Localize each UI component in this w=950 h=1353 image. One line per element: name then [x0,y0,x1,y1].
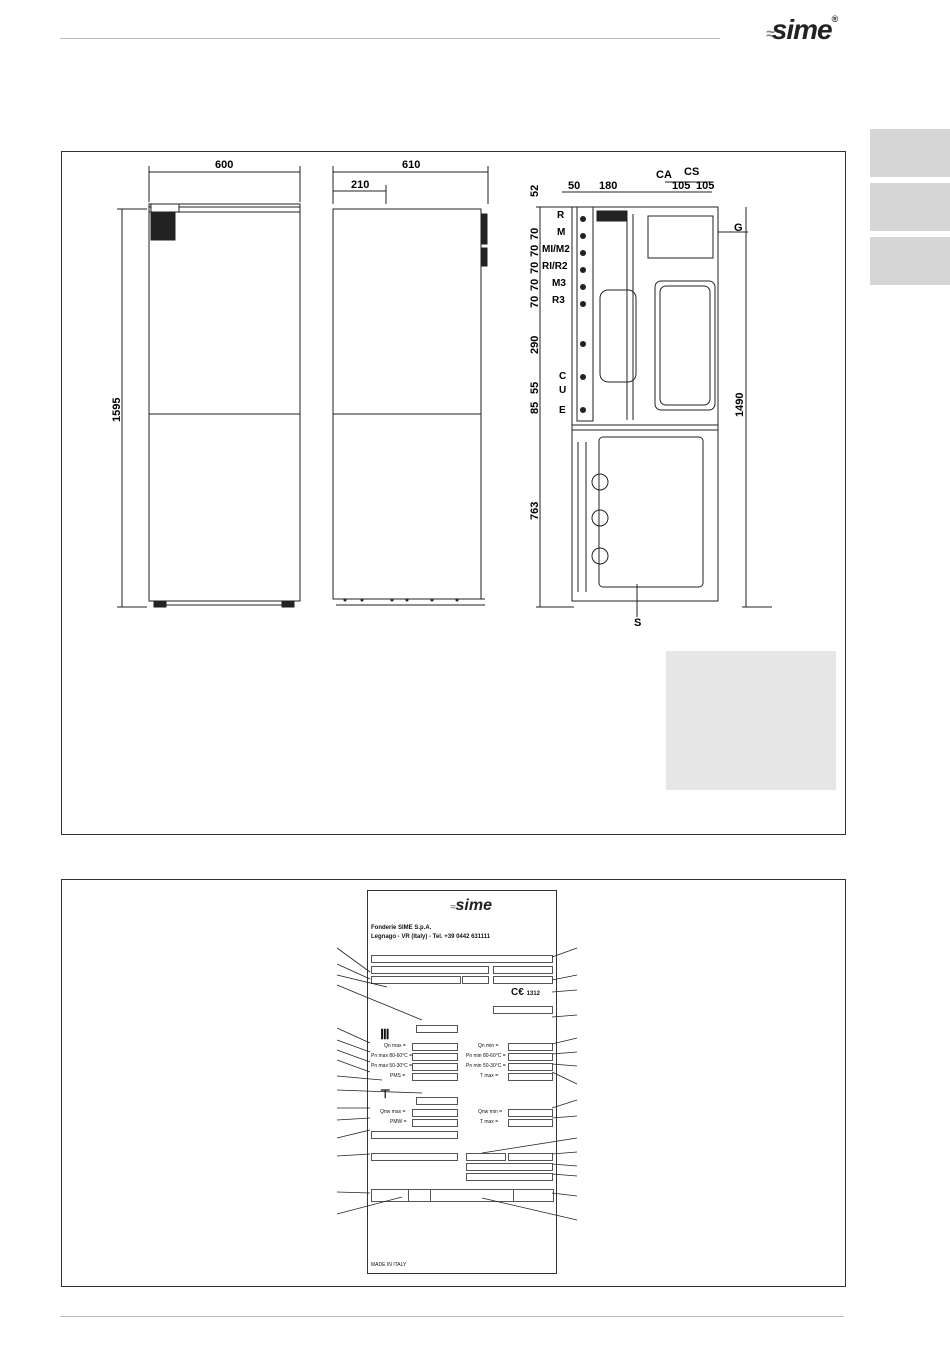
conn-dim-4: 70 [529,261,541,274]
conn-dim-8: 55 [529,381,541,394]
conn-label-mi-m2: MI/M2 [542,244,570,255]
conn-label-c: C [559,371,567,382]
logo-swoosh-icon: ≈ [766,26,774,43]
side-tab-1[interactable] [870,129,950,177]
label-qnw-min: Qnw min = [478,1109,503,1115]
label-pn-max-80: Pn max 80-60°C = [371,1053,413,1059]
data-plate-panel [61,879,846,1287]
label-qn-max: Qn max = [384,1043,406,1049]
conn-dim-5: 70 [529,278,541,291]
header-rule [60,38,720,39]
conn-label-r: R [557,210,565,221]
plate-company: Fonderie SIME S.p.A. [371,925,432,931]
top-label-ca: CA [656,169,672,181]
label-g: G [734,222,743,234]
label-qnw-max: Qnw max = [380,1109,406,1115]
front-width-label: 600 [215,159,234,171]
label-t-max: T max = [480,1073,499,1079]
plate-footer: MADE IN ITALY [371,1262,407,1268]
conn-dim-3: 70 [529,244,541,257]
plate-logo-swoosh-icon: ≈ [450,902,456,913]
height-total-label: 1595 [111,397,123,422]
conn-label-e: E [559,405,566,416]
dimension-drawing-panel [61,151,846,835]
conn-dim-7: 290 [529,335,541,354]
conn-dim-1: 52 [529,184,541,197]
label-pn-min-50: Pn min 50-30°C = [466,1063,506,1069]
label-dhw-t-max: T max = [480,1119,499,1125]
brand-logo: ≈sime® [766,14,838,45]
label-pms: PMS = [390,1073,406,1079]
conn-label-m3: M3 [552,278,566,289]
top-dim-105-a: 105 [672,180,691,192]
ce-mark: C€ 1312 [511,987,540,998]
conn-label-ri-r2: RI/R2 [542,261,568,272]
top-label-cs: CS [684,166,700,178]
conn-dim-9: 85 [529,401,541,414]
side-tab-3[interactable] [870,237,950,285]
side-width-label: 610 [402,159,421,171]
plate-callout-lines [62,880,845,1286]
radiator-icon: Ⅲ [380,1026,390,1042]
conn-label-r3: R3 [552,295,565,306]
label-pmw: PMW = [390,1119,407,1125]
conn-label-u: U [559,385,567,396]
legend-placeholder-box [666,651,836,790]
side-offset-label: 210 [351,179,370,191]
rear-height-label: 1490 [734,392,746,417]
plate-address: Legnago - VR (Italy) - Tel. +39 0442 631111 [371,934,491,940]
conn-dim-6: 70 [529,295,541,308]
label-s: S [634,617,642,629]
top-dim-50: 50 [568,180,581,192]
plate-logo: ≈sime [450,897,492,914]
tap-icon: ⊤ [380,1087,391,1101]
top-dim-180: 180 [599,180,618,192]
footer-rule [60,1316,844,1317]
label-qn-min: Qn min = [478,1043,499,1049]
top-dim-105-b: 105 [696,180,715,192]
side-tab-2[interactable] [870,183,950,231]
conn-label-m: M [557,227,566,238]
lower-height-label: 763 [529,501,541,520]
conn-dim-2: 70 [529,227,541,240]
label-pn-max-50: Pn max 50-30°C = [371,1063,413,1069]
label-pn-min-80: Pn min 80-60°C = [466,1053,506,1059]
